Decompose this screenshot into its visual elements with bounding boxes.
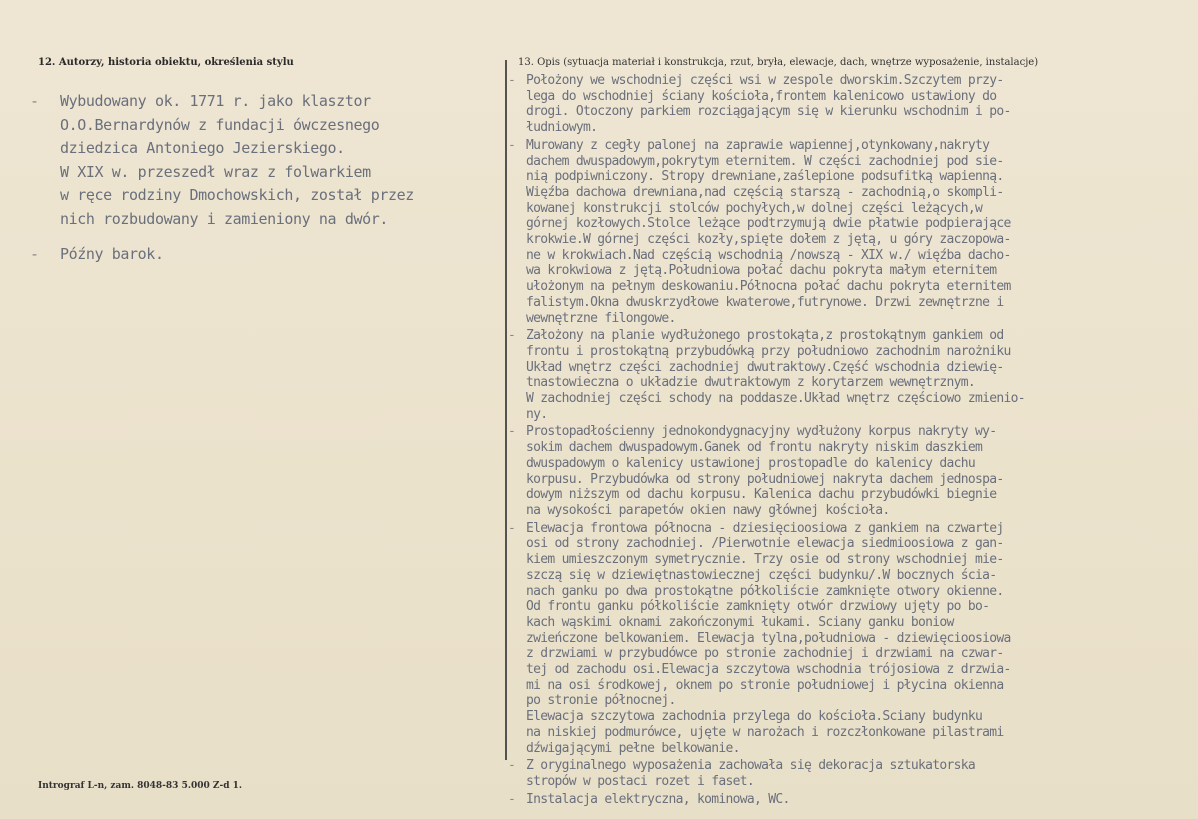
line-text: Z oryginalnego wyposażenia zachowała się dekoracja sztukatorska: [526, 758, 975, 774]
text-line: [508, 472, 1198, 488]
line-text: Późny barok.: [60, 245, 164, 263]
line-text: osi od strony zachodniej. /Pierwotnie elewacja siedmioosiowa z gan-: [526, 536, 1004, 552]
line-text: górnej kozłowych.Stolce leżące podtrzymują dwie płatwie podpierające: [526, 216, 1011, 232]
text-line: [508, 248, 1198, 264]
column-divider: [505, 60, 507, 760]
text-line: [508, 216, 1198, 232]
bullet-dash: -: [508, 791, 516, 807]
text-paragraph: [30, 90, 500, 231]
text-line: [508, 279, 1198, 295]
text-line: [30, 243, 500, 267]
line-text: Założony na planie wydłużonego prostokąta,z prostokątnym gankiem od: [526, 328, 1004, 344]
text-line: [508, 89, 1198, 105]
text-line: [508, 344, 1198, 360]
text-line: [508, 73, 1198, 89]
line-text: Wybudowany ok. 1771 r. jako klasztor: [60, 92, 371, 110]
line-text: dwuspadowym o kalenicy ustawionej prostopadle do kalenicy dachu: [526, 455, 975, 471]
line-text: Od frontu ganku półkoliście zamknięty otwór drzwiowy ujęty po bo-: [526, 599, 990, 615]
text-line: [508, 758, 1198, 774]
text-line: [508, 615, 1198, 631]
text-line: [508, 599, 1198, 615]
text-line: [508, 407, 1198, 423]
text-line: [508, 104, 1198, 120]
text-line: [508, 232, 1198, 248]
line-text: tnastowieczna o układzie dwutraktowym z korytarzem wewnętrznym.: [526, 375, 975, 391]
line-text: nią podpiwniczony. Stropy drewniane,zaślepione podsufitką wapienną.: [526, 169, 1004, 185]
line-text: zwieńczone belkowaniem. Elewacja tylna,południowa - dziewięcioosiowa: [526, 630, 1011, 646]
bullet-dash: -: [508, 137, 516, 153]
line-text: kowanej konstrukcji stolców pochyłych,w dolnej części leżących,w: [526, 200, 983, 216]
line-text: z drzwiami w przybudówce po stronie zachodniej i drzwiami na czwar-: [526, 646, 1004, 662]
line-text: falistym.Okna dwuskrzydłowe kwaterowe,futrynowe. Drzwi zewnętrzne i: [526, 294, 1004, 310]
line-text: ny.: [526, 406, 548, 422]
line-text: nach ganku po dwa prostokątne półkoliście zamknięte otwory okienne.: [526, 583, 1004, 599]
line-text: dźwigającymi pełne belkowanie.: [526, 740, 740, 756]
text-line: [508, 741, 1198, 757]
text-line: [508, 678, 1198, 694]
text-line: [508, 693, 1198, 709]
text-line: [508, 774, 1198, 790]
text-line: [508, 631, 1198, 647]
text-line: [508, 662, 1198, 678]
text-line: [508, 185, 1198, 201]
text-line: [508, 552, 1198, 568]
line-text: stropów w postaci rozet i faset.: [526, 773, 755, 789]
text-line: [508, 138, 1198, 154]
text-line: [508, 295, 1198, 311]
line-text: kiem umieszczonym symetrycznie. Trzy osie od strony wschodniej mie-: [526, 552, 1004, 568]
text-line: [30, 161, 500, 185]
text-line: [508, 456, 1198, 472]
line-text: Elewacja szczytowa zachodnia przylega do kościoła.Ściany budynku: [526, 709, 983, 725]
line-text: ułożonym na pełnym deskowaniu.Północna połać dachu pokryta eternitem: [526, 279, 1011, 295]
text-line: [30, 208, 500, 232]
text-line: [30, 184, 500, 208]
text-line: [508, 440, 1198, 456]
text-line: [30, 137, 500, 161]
text-line: [508, 391, 1198, 407]
line-text: wewnętrzne filongowe.: [526, 310, 676, 326]
text-paragraph: [508, 758, 1198, 789]
text-line: [30, 90, 500, 114]
line-text: kach wąskimi oknami zakończonymi łukami. Ściany ganku boniow: [526, 614, 954, 630]
text-line: [508, 646, 1198, 662]
line-text: drogi. Otoczony parkiem rozciągającym się w kierunku wschodnim i po-: [526, 104, 1011, 120]
text-paragraph: [508, 328, 1198, 422]
bullet-dash: -: [30, 245, 39, 263]
printer-imprint: Intrograf L-n, zam. 8048-83 5.000 Z-d 1.: [38, 781, 243, 791]
text-line: [508, 154, 1198, 170]
line-text: sokim dachem dwuspadowym.Ganek od frontu nakryty niskim daszkiem: [526, 440, 983, 456]
text-line: [508, 201, 1198, 217]
line-text: na wysokości parapetów okien nawy głównej kościoła.: [526, 502, 890, 518]
line-text: szczą się w dziewiętnastowiecznej części budynku/.W bocznych ścia-: [526, 567, 997, 583]
line-text: W zachodniej części schody na poddasze.Układ wnętrz częściowo zmienio-: [526, 391, 1025, 407]
line-text: tej od zachodu osi.Elewacja szczytowa wschodnia trójosiowa z drzwia-: [526, 662, 1011, 678]
text-line: [508, 487, 1198, 503]
text-line: [508, 375, 1198, 391]
text-line: [508, 263, 1198, 279]
line-text: dziedzica Antoniego Jezierskiego.: [60, 139, 345, 157]
section-12-header: 12. Autorzy, historia obiektu, określenia stylu: [38, 57, 294, 68]
text-line: [508, 503, 1198, 519]
line-text: W XIX w. przeszedł wraz z folwarkiem: [60, 162, 371, 181]
bullet-dash: -: [508, 424, 516, 440]
line-text: Murowany z cegły palonej na zaprawie wapiennej,otynkowany,nakryty: [526, 137, 990, 153]
text-line: [508, 328, 1198, 344]
text-line: [508, 584, 1198, 600]
line-text: Prostopadłościenny jednokondygnacyjny wydłużony korpus nakryty wy-: [526, 424, 997, 440]
line-text: wa krokwiowa z jętą.Południowa połać dachu pokryta małym eternitem: [526, 263, 997, 279]
text-line: [508, 725, 1198, 741]
line-text: mi na osi środkowej, oknem po stronie południowej i płycina okienna: [526, 677, 1004, 693]
line-text: w ręce rodziny Dmochowskich, został przez: [60, 186, 414, 204]
section-13-header: 13. Opis (sytuacja materiał i konstrukcja, rzut, bryła, elewacje, dach, wnętrze wyposażenie, instalacje): [518, 57, 1039, 68]
text-line: [508, 169, 1198, 185]
line-text: po stronie północnej.: [526, 693, 676, 709]
text-line: [508, 568, 1198, 584]
line-text: korpusu. Przybudówka od strony południowej nakryta dachem jednospa-: [526, 471, 1004, 487]
line-text: ne w krokwiach.Nad częścią wschodnią /nowszą - XIX w./ więźba dacho-: [526, 247, 1011, 263]
text-paragraph: [508, 138, 1198, 326]
line-text: dowym niższym od dachu korpusu. Kalenica dachu przybudówki biegnie: [526, 487, 997, 503]
line-text: Instalacja elektryczna, kominowa, WC.: [526, 791, 790, 807]
text-paragraph: [508, 73, 1198, 136]
text-line: [508, 311, 1198, 327]
text-line: [508, 424, 1198, 440]
text-line: [508, 709, 1198, 725]
text-paragraph: [30, 243, 500, 267]
bullet-dash: -: [30, 92, 39, 110]
bullet-dash: -: [508, 328, 516, 344]
line-text: O.O.Bernardynów z fundacji ówczesnego: [60, 115, 380, 134]
text-line: [508, 521, 1198, 537]
line-text: Więźba dachowa drewniana,nad częścią starszą - zachodnią,o skompli-: [526, 184, 1004, 200]
line-text: na niskiej podmurówce, ujęte w narożach i rozczłonkowane pilastrami: [526, 724, 1004, 740]
text-line: [508, 536, 1198, 552]
line-text: frontu i prostokątną przybudówką przy południowo zachodnim narożniku: [526, 343, 1011, 359]
line-text: nich rozbudowany i zamieniony na dwór.: [60, 209, 388, 228]
line-text: Układ wnętrz części zachodniej dwutraktowy.Część wschodnia dziewię-: [526, 359, 1004, 375]
text-paragraph: [508, 424, 1198, 518]
text-paragraph: [508, 792, 1198, 808]
section-12-text: [30, 90, 500, 279]
text-paragraph: [508, 521, 1198, 757]
text-line: [508, 792, 1198, 808]
line-text: łudniowym.: [526, 120, 598, 136]
bullet-dash: -: [508, 758, 516, 774]
text-line: [508, 120, 1198, 136]
bullet-dash: -: [508, 73, 516, 88]
section-13-text: [508, 73, 1198, 809]
text-line: [30, 114, 500, 138]
line-text: lega do wschodniej ściany kościoła,frontem kalenicowo ustawiony do: [526, 88, 997, 104]
text-line: [508, 360, 1198, 376]
line-text: Położony we wschodniej części wsi w zespole dworskim.Szczytem przy-: [526, 73, 1004, 88]
line-text: dachem dwuspadowym,pokrytym eternitem. W części zachodniej pod sie-: [526, 153, 1004, 169]
line-text: Elewacja frontowa północna - dziesięcioosiowa z gankiem na czwartej: [526, 520, 1004, 536]
line-text: krokwie.W górnej części kozły,spięte dołem z jętą, u góry zaczopowa-: [526, 232, 1011, 248]
bullet-dash: -: [508, 520, 516, 536]
